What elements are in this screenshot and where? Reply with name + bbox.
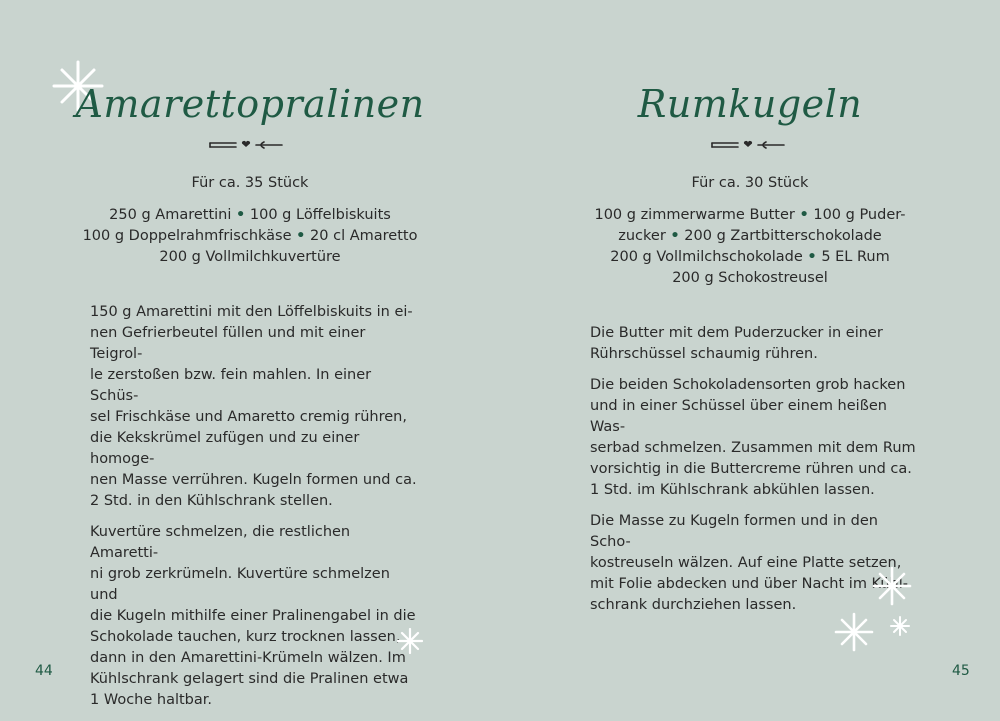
recipe-title: Rumkugeln bbox=[637, 82, 863, 126]
ingredient-list bbox=[0, 205, 500, 268]
bullet-dot-icon: • bbox=[236, 207, 246, 223]
ingredient: 100 g zimmerwarme Butter bbox=[594, 207, 795, 223]
ingredient: 200 g Vollmilchkuvertüre bbox=[159, 249, 341, 265]
sparkle-star-icon bbox=[872, 566, 912, 606]
ingredient-line bbox=[0, 247, 500, 268]
step-paragraph: Die beiden Schokoladensorten grob hacken und in einer Schüssel über einem heißen Was- serbad schmelzen. Zusammen mit dem Rum vorsichtig in die Buttercreme rühren und ca. 1 Std. im Kühlschrank abkühlen lassen. bbox=[590, 377, 916, 498]
cutlery-divider-icon bbox=[708, 138, 788, 152]
page-number: 44 bbox=[35, 663, 53, 679]
ingredient: 100 g Doppelrahmfrischkäse bbox=[82, 228, 292, 244]
ingredient-line bbox=[500, 247, 1000, 268]
ingredient: 20 cl Amaretto bbox=[310, 228, 418, 244]
sparkle-star-icon bbox=[834, 612, 874, 652]
ingredient-list bbox=[500, 205, 1000, 289]
preparation-steps bbox=[590, 323, 920, 626]
ingredient: 5 EL Rum bbox=[821, 249, 890, 265]
bullet-dot-icon: • bbox=[807, 249, 817, 265]
step-paragraph: Die Masse zu Kugeln formen und in den Scho- kostreuseln wälzen. Auf eine Platte setzen, mit Folie abdecken und über Nacht im schrank durchziehen lassen. bbox=[590, 513, 902, 613]
step-paragraph: Kuvertüre schmelzen, die restlichen Amaretti- ni grob zerkrümeln. Kuvertüre schmelzen und die Kugeln mithilfe einer Pralinengabel in die Schokolade tauchen, kurz trocknen lassen, dann in den Amarettini-Krümeln wälzen. Im Kühlschrank gelagert sind die Pralinen etwa 1 Woche haltbar. bbox=[90, 524, 416, 708]
ingredient-line bbox=[0, 205, 500, 226]
ingredient: zucker bbox=[618, 228, 666, 244]
ingredient: 200 g Schokostreusel bbox=[672, 270, 828, 286]
preparation-steps bbox=[90, 302, 420, 721]
left-page bbox=[0, 0, 500, 713]
page-number: 45 bbox=[952, 663, 970, 679]
recipe-yield: Für ca. 35 Stück bbox=[191, 175, 309, 191]
ingredient: 100 g Löffelbiskuits bbox=[249, 207, 391, 223]
step-paragraph: Die Butter mit dem Puderzucker in einer Rührschüssel schaumig rühren. bbox=[590, 325, 883, 362]
ingredient-line bbox=[500, 268, 1000, 289]
step-paragraph: 150 g Amarettini mit den Löffelbiskuits in ei- nen Gefrierbeutel füllen und mit einer Teigrol- le zerstoßen bzw. fein mahlen. In einer Schüs- sel Frischkäse und Amaretto cremig rühren, die Kekskrümel zufügen und zu einer homoge- nen Masse verrühren. Kugeln formen und ca. 2 Std. in den Kühlschrank stellen. bbox=[90, 304, 417, 509]
recipe-yield: Für ca. 30 Stück bbox=[691, 175, 809, 191]
bullet-dot-icon: • bbox=[670, 228, 680, 244]
ingredient: 250 g Amarettini bbox=[109, 207, 232, 223]
ingredient-line bbox=[500, 226, 1000, 247]
ingredient: 200 g Vollmilchschokolade bbox=[610, 249, 803, 265]
ingredient-line bbox=[500, 205, 1000, 226]
right-page bbox=[500, 0, 1000, 713]
ingredient: 200 g Zartbitterschokolade bbox=[684, 228, 882, 244]
ingredient: 100 g Puder- bbox=[813, 207, 906, 223]
sparkle-star-icon bbox=[397, 628, 423, 654]
bullet-dot-icon: • bbox=[296, 228, 306, 244]
recipe-title: Amarettopralinen bbox=[75, 82, 425, 126]
bullet-dot-icon: • bbox=[799, 207, 809, 223]
sparkle-star-icon bbox=[890, 616, 910, 636]
ingredient-line bbox=[0, 226, 500, 247]
cutlery-divider-icon bbox=[206, 138, 286, 152]
